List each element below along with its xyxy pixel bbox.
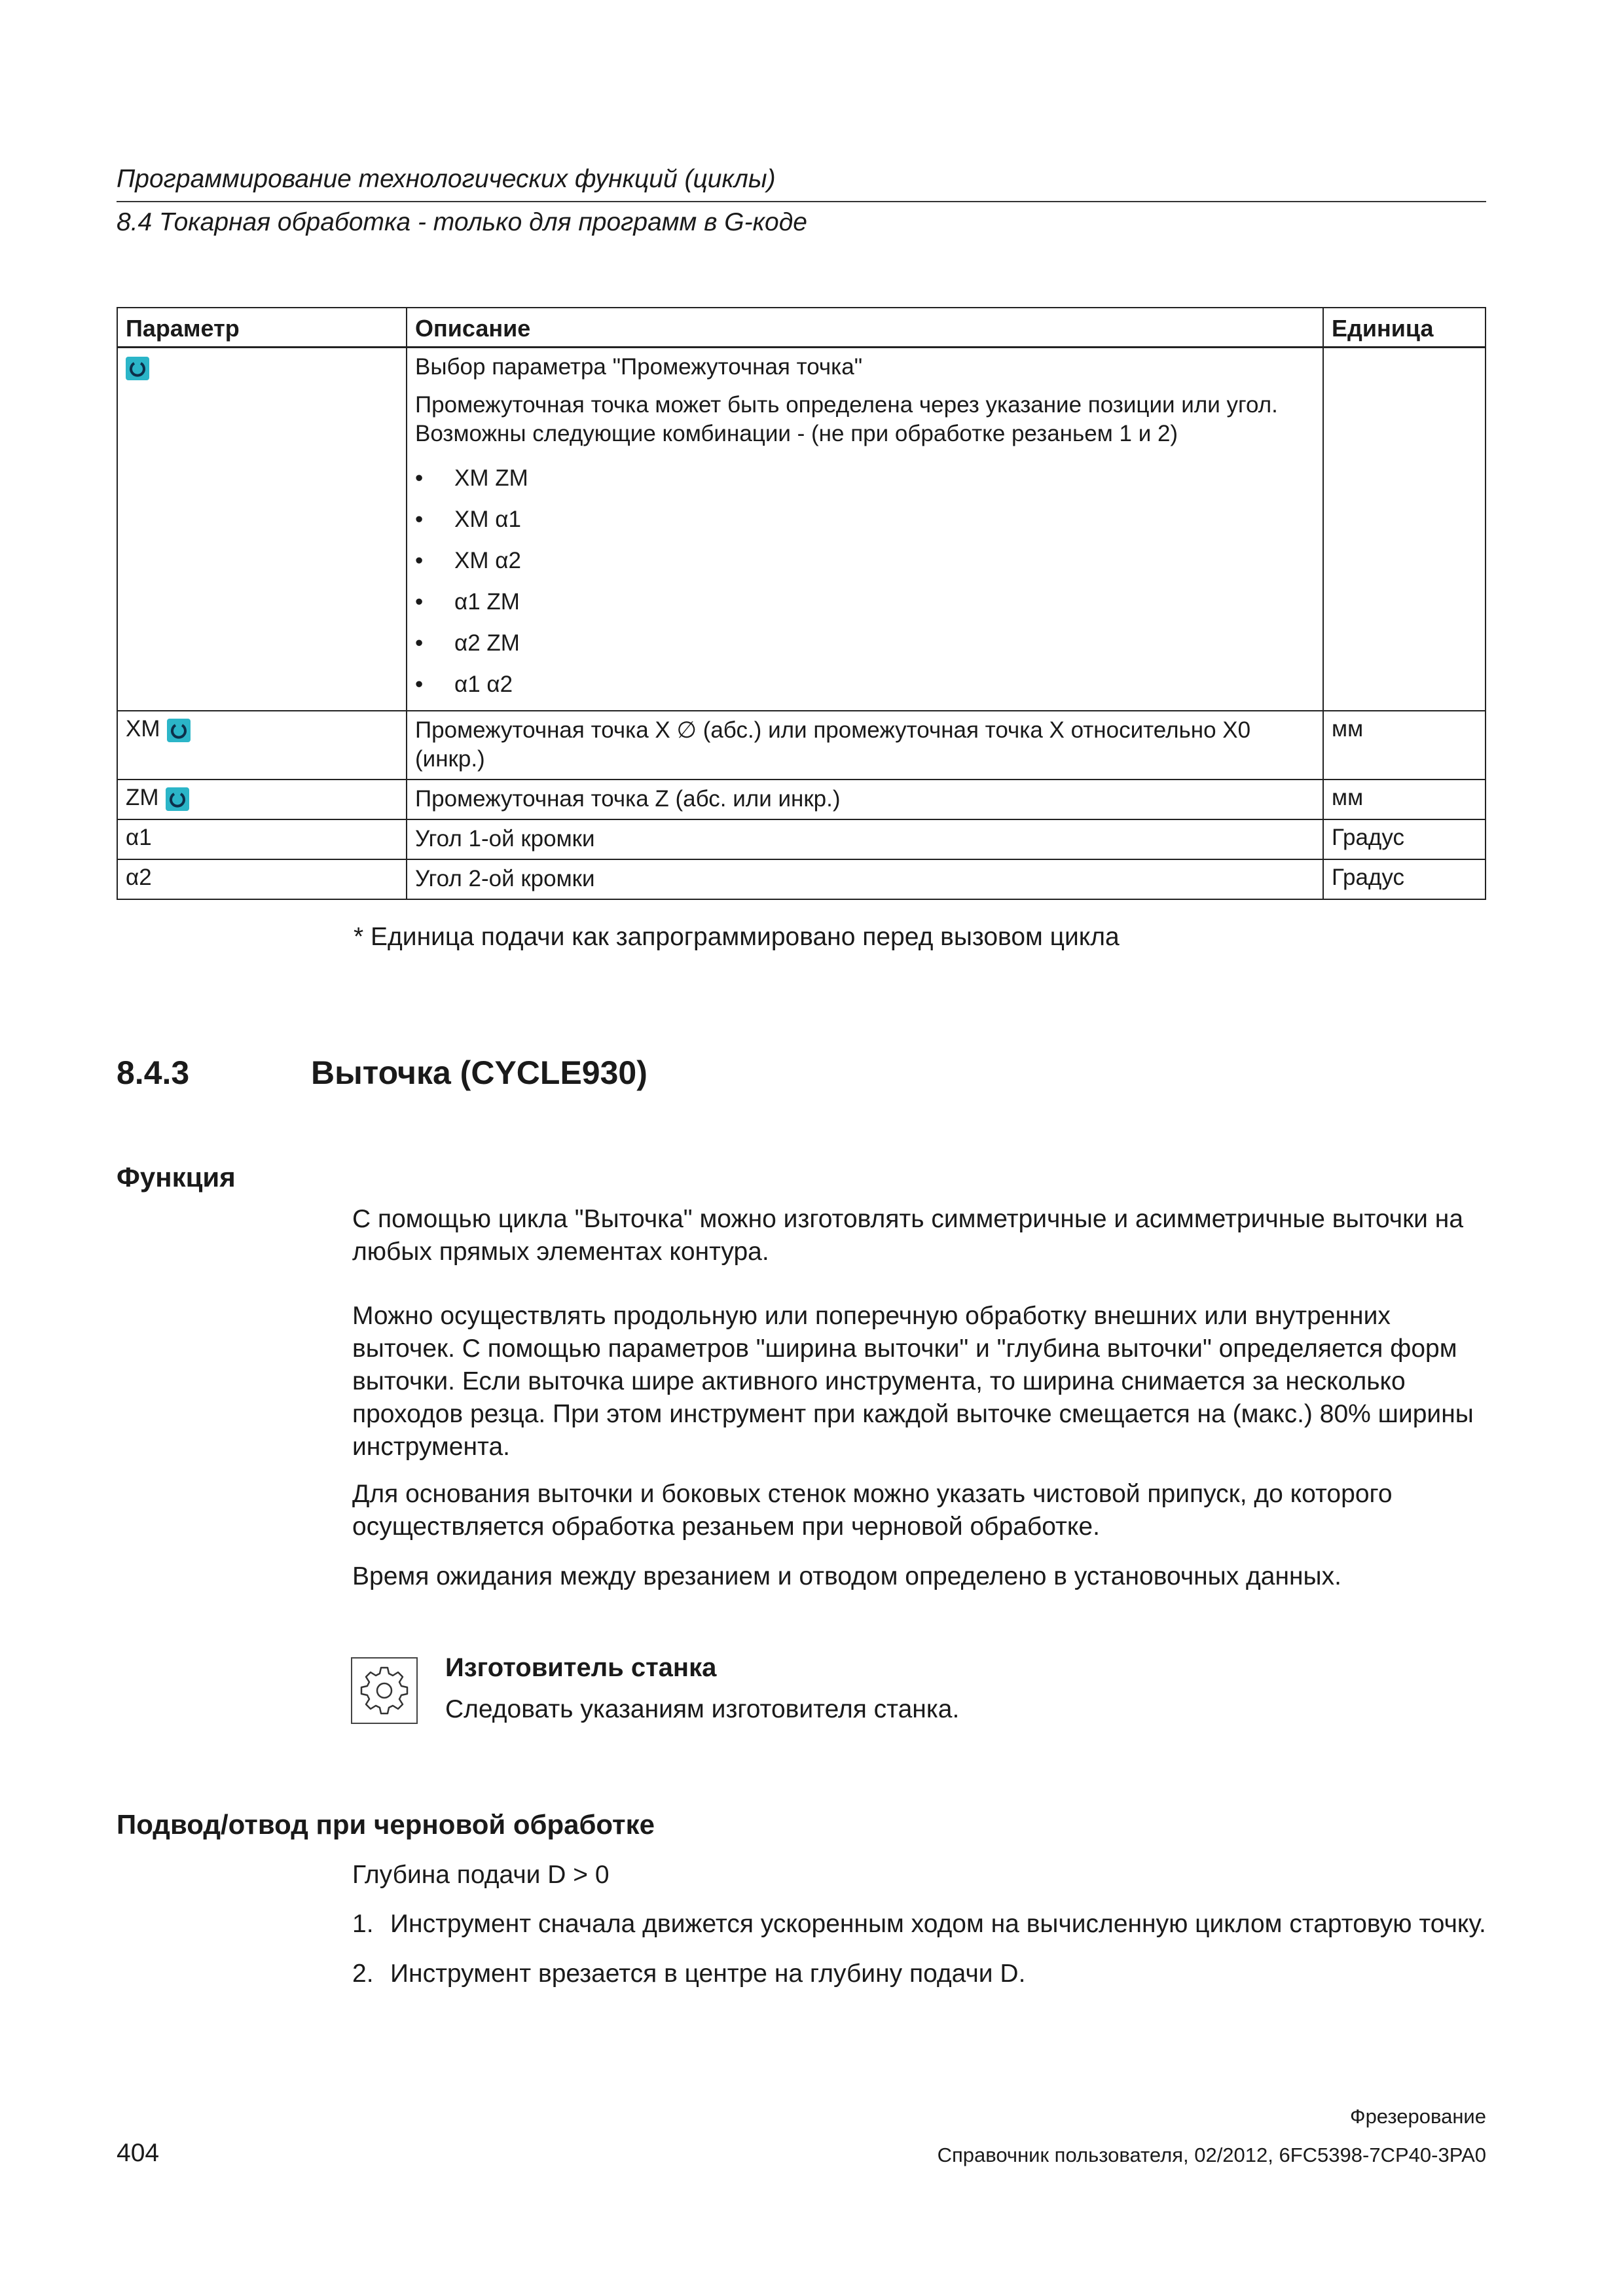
unit-cell: мм (1323, 711, 1486, 780)
unit-cell: Градус (1323, 819, 1486, 859)
step-text: Инструмент врезается в центре на глубину подачи D. (390, 1960, 1026, 1988)
step-number: 2. (352, 1960, 374, 1988)
body-paragraph: С помощью цикла "Выточка" можно изготовлять симметричные и асимметричные выточки на любых прямых элементах контура. (352, 1205, 1464, 1266)
description-text: Промежуточная точка Z (абс. или инкр.) (415, 786, 841, 812)
header-rule (117, 201, 1486, 202)
combination-list (415, 457, 1313, 705)
toggle-icon (166, 787, 189, 811)
step-number: 1. (352, 1910, 374, 1938)
section-title: Выточка (CYCLE930) (311, 1054, 647, 1091)
list-item: • XM α2 (415, 540, 1313, 581)
param-cell: α1 (117, 819, 407, 859)
list-item: • α1 α2 (415, 664, 1313, 705)
description-text: Угол 2-ой кромки (415, 866, 595, 891)
list-item (352, 1958, 1491, 1990)
table-row (117, 819, 1486, 859)
description-cell (407, 711, 1323, 780)
step-text: Инструмент сначала движется ускоренным ходом на вычисленную циклом стартовую точку. (390, 1910, 1486, 1938)
description-text: Промежуточная точка X ∅ (абс.) или промежуточная точка X относительно X0 (инкр.) (415, 717, 1251, 772)
description-cell (407, 859, 1323, 899)
table-row (117, 780, 1486, 819)
parameter-table (117, 307, 1486, 900)
list-item (352, 1908, 1491, 1941)
column-header-unit: Единица (1323, 308, 1486, 348)
param-name: ZM (126, 785, 159, 810)
param-cell (117, 348, 407, 711)
section-number: 8.4.3 (117, 1054, 190, 1091)
toggle-icon (167, 719, 191, 742)
running-header-chapter: Программирование технологических функций (циклы) (117, 165, 776, 193)
approach-heading: Подвод/отвод при черновой обработке (117, 1809, 655, 1840)
param-cell (117, 711, 407, 780)
note-title: Изготовитель станка (445, 1653, 717, 1682)
column-header-parameter: Параметр (117, 308, 407, 348)
depth-condition: Глубина подачи D > 0 (352, 1861, 610, 1889)
param-cell (117, 780, 407, 819)
function-heading: Функция (117, 1162, 236, 1193)
param-cell: α2 (117, 859, 407, 899)
body-paragraph: Можно осуществлять продольную или поперечную обработку внешних или внутренних выточек. С помощью параметров "ширина выточки" и "глубина выточки" определяется форм выточки. Если выточка шире активного инструмента, то ширина снимается за несколько проходов резца. При этом инструмент при каждой выточке смещается на (макс.) 80% ширины инструмента. (352, 1302, 1474, 1461)
unit-cell: мм (1323, 780, 1486, 819)
description-cell (407, 780, 1323, 819)
gear-icon (351, 1657, 418, 1724)
table-row (117, 859, 1486, 899)
description-text: Выбор параметра "Промежуточная точка" (415, 354, 863, 380)
footer-product: Фрезерование (1350, 2105, 1486, 2128)
description-text: Промежуточная точка может быть определена через указание позиции или угол. Возможны следующие комбинации - (не при обработке резаньем 1 и 2) (415, 392, 1278, 446)
toggle-icon (126, 357, 149, 380)
steps-list (352, 1908, 1491, 2007)
table-row (117, 348, 1486, 711)
unit-cell: Градус (1323, 859, 1486, 899)
param-name: XM (126, 716, 160, 742)
body-paragraph: Для основания выточки и боковых стенок можно указать чистовой припуск, до которого осуществляется обработка резаньем при черновой обработке. (352, 1480, 1393, 1541)
list-item: • α1 ZM (415, 581, 1313, 622)
footer-manual-info: Справочник пользователя, 02/2012, 6FC5398-7CP40-3PA0 (937, 2144, 1486, 2166)
page-number: 404 (117, 2139, 160, 2167)
list-item: • α2 ZM (415, 622, 1313, 664)
description-cell (407, 819, 1323, 859)
body-paragraph: Время ожидания между врезанием и отводом определено в установочных данных. (352, 1562, 1341, 1590)
description-text: Угол 1-ой кромки (415, 826, 595, 852)
list-item: • XM α1 (415, 499, 1313, 540)
table-footnote: * Единица подачи как запрограммировано перед вызовом цикла (354, 923, 1120, 951)
note-text: Следовать указаниям изготовителя станка. (445, 1695, 960, 1723)
description-cell (407, 348, 1323, 711)
table-header-row (117, 308, 1486, 348)
unit-cell (1323, 348, 1486, 711)
running-header-section: 8.4 Токарная обработка - только для программ в G-коде (117, 208, 807, 236)
list-item: • XM ZM (415, 457, 1313, 499)
column-header-description: Описание (407, 308, 1323, 348)
table-row (117, 711, 1486, 780)
